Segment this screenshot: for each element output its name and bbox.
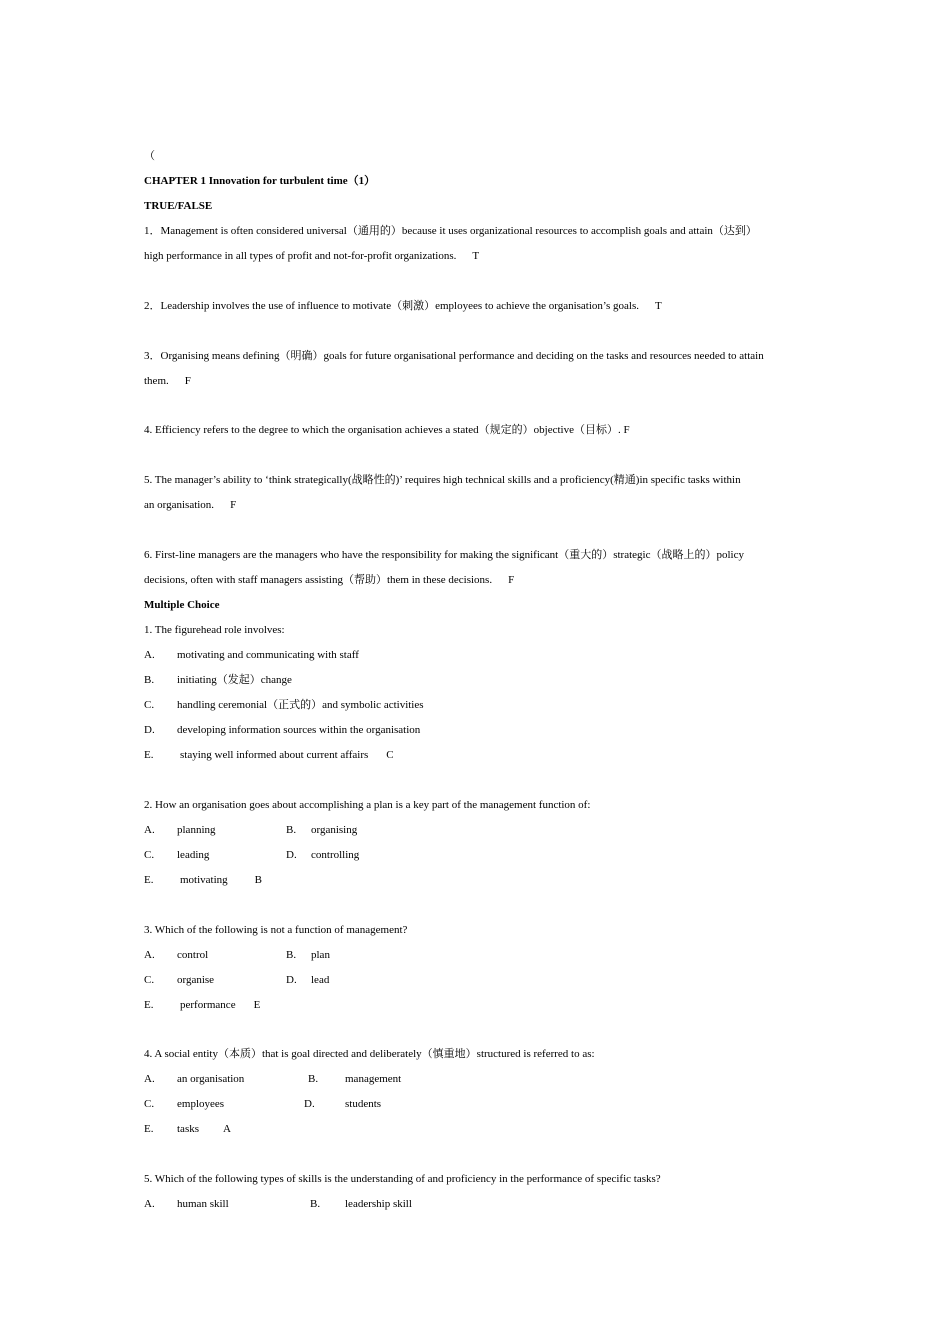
option-letter: C. xyxy=(144,1098,155,1111)
tf-question-5-text: an organisation. xyxy=(144,499,215,512)
tf-question-3-line2 xyxy=(144,369,816,394)
tf-question-3-text: them. xyxy=(144,374,169,387)
tf-answer-6: F xyxy=(508,573,515,586)
spacer xyxy=(144,1142,816,1167)
spacer xyxy=(144,768,816,793)
option-text: tasks xyxy=(177,1123,199,1136)
option-text: leading xyxy=(177,848,210,861)
option-letter: E. xyxy=(144,748,154,761)
option-letter: B. xyxy=(308,1073,319,1086)
option-letter: A. xyxy=(144,648,155,661)
option-text: organising xyxy=(311,823,358,836)
option-text: performance xyxy=(180,998,236,1011)
mc4-options-cd xyxy=(144,1092,816,1117)
mc1-answer: C xyxy=(386,748,394,761)
option-letter: C. xyxy=(144,973,155,986)
option-letter: B. xyxy=(310,1198,321,1211)
option-letter: A. xyxy=(144,948,155,961)
option-text: students xyxy=(345,1098,382,1111)
tf-question-1-line1: 1．Management is often considered universal（通用的）because it uses organizational resources to accomplish goals and attain（达到） xyxy=(144,225,757,237)
mc4-options-ab xyxy=(144,1067,816,1092)
option-text: an organisation xyxy=(177,1073,245,1086)
tf-answer-3: F xyxy=(184,374,191,387)
option-letter: A. xyxy=(144,1198,155,1211)
mc1-option-c xyxy=(144,693,816,718)
tf-question-1-text: high performance in all types of profit and not-for-profit organizations. xyxy=(144,250,457,262)
tf-question-2-text: 2．Leadership involves the use of influence to motivate（刺激）employees to achieve the organisation’s goals. xyxy=(144,299,639,312)
mc-question-4: 4. A social entity（本质）that is goal directed and deliberately（慎重地）structured is referred to as: xyxy=(144,1048,595,1061)
mc2-option-e xyxy=(144,868,816,893)
stray-paren: （ xyxy=(144,150,155,162)
option-text: developing information sources within the organisation xyxy=(177,723,421,736)
tf-question-6-line1: 6. First-line managers are the managers who have the responsibility for making the significant（重大的）strategic（战略上的）policy xyxy=(144,548,744,561)
mc3-options-cd xyxy=(144,968,816,993)
spacer xyxy=(144,893,816,918)
tf-answer-1: T xyxy=(472,250,480,262)
option-text: leadership skill xyxy=(345,1198,412,1211)
option-letter: B. xyxy=(144,673,155,686)
option-letter: E. xyxy=(144,1123,154,1136)
mc5-options-ab xyxy=(144,1192,816,1217)
spacer xyxy=(144,319,816,344)
tf-question-6-text: decisions, often with staff managers assisting（帮助）them in these decisions. xyxy=(144,573,493,586)
tf-answer-5: F xyxy=(230,499,237,512)
option-text: human skill xyxy=(177,1198,229,1211)
tf-question-3-line1: 3．Organising means defining（明确）goals for future organisational performance and deciding on the tasks and resources needed to attain xyxy=(144,349,764,362)
option-text: plan xyxy=(311,948,330,961)
option-letter: B. xyxy=(286,948,297,961)
option-letter: A. xyxy=(144,1073,155,1086)
true-false-heading: TRUE/FALSE xyxy=(144,200,213,212)
tf-question-6-line2 xyxy=(144,568,816,593)
option-letter: D. xyxy=(144,723,155,736)
option-text: motivating xyxy=(180,873,228,886)
mc2-answer: B xyxy=(254,873,263,886)
spacer xyxy=(144,443,816,468)
tf-question-5-line1: 5. The manager’s ability to ‘think strategically(战略性的)’ requires high technical skills and a proficiency(精通)in specific tasks within xyxy=(144,474,741,487)
option-letter: C. xyxy=(144,698,155,711)
mc4-answer: A xyxy=(223,1123,231,1136)
tf-answer-2: T xyxy=(654,299,662,312)
spacer xyxy=(144,394,816,419)
option-letter: E. xyxy=(144,998,154,1011)
mc4-option-e xyxy=(144,1117,816,1142)
tf-question-5-line2 xyxy=(144,493,816,518)
mc-question-1: 1. The figurehead role involves: xyxy=(144,623,285,636)
tf-question-1-line2 xyxy=(144,244,816,269)
option-text: initiating（发起）change xyxy=(177,673,292,686)
option-letter: D. xyxy=(286,973,297,986)
option-text: handling ceremonial（正式的）and symbolic activities xyxy=(177,698,424,711)
option-letter: D. xyxy=(304,1098,315,1111)
option-text: planning xyxy=(177,823,216,836)
chapter-title: CHAPTER 1 Innovation for turbulent time（1） xyxy=(144,175,376,187)
option-letter: C. xyxy=(144,848,155,861)
mc1-option-a xyxy=(144,643,816,668)
mc-question-5: 5. Which of the following types of skills is the understanding of and proficiency in the performance of specific tasks? xyxy=(144,1173,661,1186)
option-letter: B. xyxy=(286,823,297,836)
spacer xyxy=(144,518,816,543)
mc1-option-d xyxy=(144,718,816,743)
spacer xyxy=(144,269,816,294)
mc3-option-e xyxy=(144,993,816,1018)
tf-question-4: 4. Efficiency refers to the degree to which the organisation achieves a stated（规定的）objective（目标）. F xyxy=(144,424,630,437)
mc-question-2: 2. How an organisation goes about accomplishing a plan is a key part of the management function of: xyxy=(144,798,591,811)
document-page xyxy=(144,144,816,1217)
option-text: lead xyxy=(311,973,330,986)
mc2-options-cd xyxy=(144,843,816,868)
option-letter: E. xyxy=(144,873,154,886)
mc1-option-e xyxy=(144,743,816,768)
mc3-options-ab xyxy=(144,943,816,968)
multiple-choice-heading: Multiple Choice xyxy=(144,598,220,611)
option-text: control xyxy=(177,948,209,961)
option-text: management xyxy=(345,1073,402,1086)
option-letter: A. xyxy=(144,823,155,836)
spacer xyxy=(144,1018,816,1043)
mc1-option-b xyxy=(144,668,816,693)
mc-question-3: 3. Which of the following is not a function of management? xyxy=(144,923,408,936)
option-text: staying well informed about current affairs xyxy=(180,748,369,761)
mc3-answer: E xyxy=(253,998,261,1011)
option-text: motivating and communicating with staff xyxy=(177,648,359,661)
option-letter: D. xyxy=(286,848,297,861)
tf-question-2 xyxy=(144,294,816,319)
mc2-options-ab xyxy=(144,818,816,843)
option-text: employees xyxy=(177,1098,225,1111)
option-text: controlling xyxy=(311,848,360,861)
option-text: organise xyxy=(177,973,215,986)
